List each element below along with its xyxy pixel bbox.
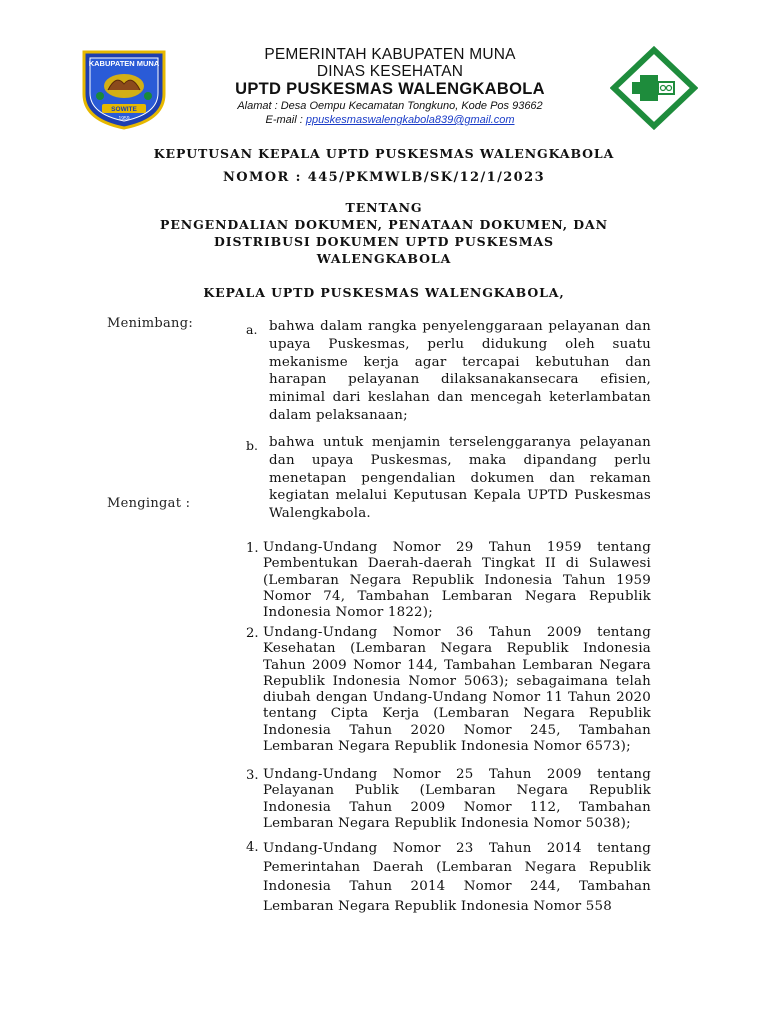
kepala-heading: KEPALA UPTD PUSKESMAS WALENGKABOLA, (203, 285, 565, 300)
decree-number: NOMOR : 445/PKMWLB/SK/12/1/2023 (222, 170, 546, 185)
logo-year-text: 1959 (118, 116, 130, 122)
mengingat-label: Mengingat : (107, 496, 191, 511)
letterhead (180, 46, 600, 127)
menimbang-marker-b: b. (246, 438, 258, 453)
email-prefix: E-mail : (265, 114, 306, 126)
mengingat-marker-1: 1. (246, 541, 259, 556)
menimbang-item-b: bahwa untuk menjamin terselenggaranya pelayanan dan upaya Puskesmas, maka dipandang perlu menetapan pengendalian dokumen dan rekaman kegiatan melalui Keputusan Kepala UPTD Puskesmas Walengkabola. (269, 435, 651, 522)
kabupaten-muna-logo (78, 46, 170, 130)
menimbang-item-a: bahwa dalam rangka penyelenggaraan pelayanan dan upaya Puskesmas, perlu didukung oleh suatu mekanisme kerja agar tercapai kebutuhan dan harapan pelayanan dilaksanakansecara efisien, minimal dari keslahan dan mencegah keterlambatan dalam pelaksanaan; (269, 319, 651, 423)
mengingat-item-1: Undang-Undang Nomor 29 Tahun 1959 tentang Pembentukan Daerah-daerah Tingkat II di Sulawesi (Lembaran Negara Republik Indonesia Tahun 1959 Nomor 74, Tambahan Lembaran Negara Republik Indonesia Nomor 1822); (263, 540, 651, 621)
menimbang-marker-a: a. (246, 322, 258, 337)
mengingat-item-2: Undang-Undang Nomor 36 Tahun 2009 tentang Kesehatan (Lembaran Negara Republik Indonesia Tahun 2009 Nomor 144, Tambahan Lembaran Negara Republik Indonesia Nomor 5063); sebagaimana telah diubah dengan Undang-Undang Nomor 11 Tahun 2020 tentang Cipta Kerja (Lembaran Negara Republik Indonesia Tahun 2020 Nomor 245, Tambahan Lembaran Negara Republik Indonesia Nomor 6573); (263, 625, 651, 755)
subject-line-3: WALENGKABOLA (316, 251, 452, 266)
mengingat-marker-4: 4. (246, 840, 259, 855)
decree-title: KEPUTUSAN KEPALA UPTD PUSKESMAS WALENGKABOLA (153, 146, 615, 161)
email-link[interactable]: ppuskesmaswalengkabola839@gmail.com (305, 114, 515, 126)
subject-line-2: DISTRIBUSI DOKUMEN UPTD PUSKESMAS (214, 234, 554, 249)
menimbang-label: Menimbang: (107, 316, 194, 331)
letterhead-government: PEMERINTAH KABUPATEN MUNA (264, 46, 516, 63)
mengingat-item-3: Undang-Undang Nomor 25 Tahun 2009 tentang Pelayanan Publik (Lembaran Negara Republik Indonesia Tahun 2009 Nomor 112, Tambahan Lembaran Negara Republik Indonesia Nomor 5038); (263, 767, 651, 831)
puskesmas-logo (610, 46, 698, 130)
tentang-heading: TENTANG (345, 200, 423, 215)
mengingat-marker-2: 2. (246, 626, 259, 641)
mengingat-marker-3: 3. (246, 768, 259, 783)
letterhead-address: Alamat : Desa Oempu Kecamatan Tongkuno, Kode Pos 93662 (237, 100, 543, 112)
subject-line-1: PENGENDALIAN DOKUMEN, PENATAAN DOKUMEN, DAN (160, 217, 608, 232)
letterhead-email-line (180, 113, 600, 127)
letterhead-department: DINAS KESEHATAN (316, 63, 464, 80)
logo-top-text: KABUPATEN MUNA (88, 59, 160, 68)
mengingat-item-4: Undang-Undang Nomor 23 Tahun 2014 tentang Pemerintahan Daerah (Lembaran Negara Republik Indonesia Tahun 2014 Nomor 244, Tambahan Lembaran Negara Republik Indonesia Nomor 558 (263, 841, 651, 914)
letterhead-puskesmas: UPTD PUSKESMAS WALENGKABOLA (235, 80, 545, 98)
logo-motto-text: SOWITE (111, 106, 137, 113)
